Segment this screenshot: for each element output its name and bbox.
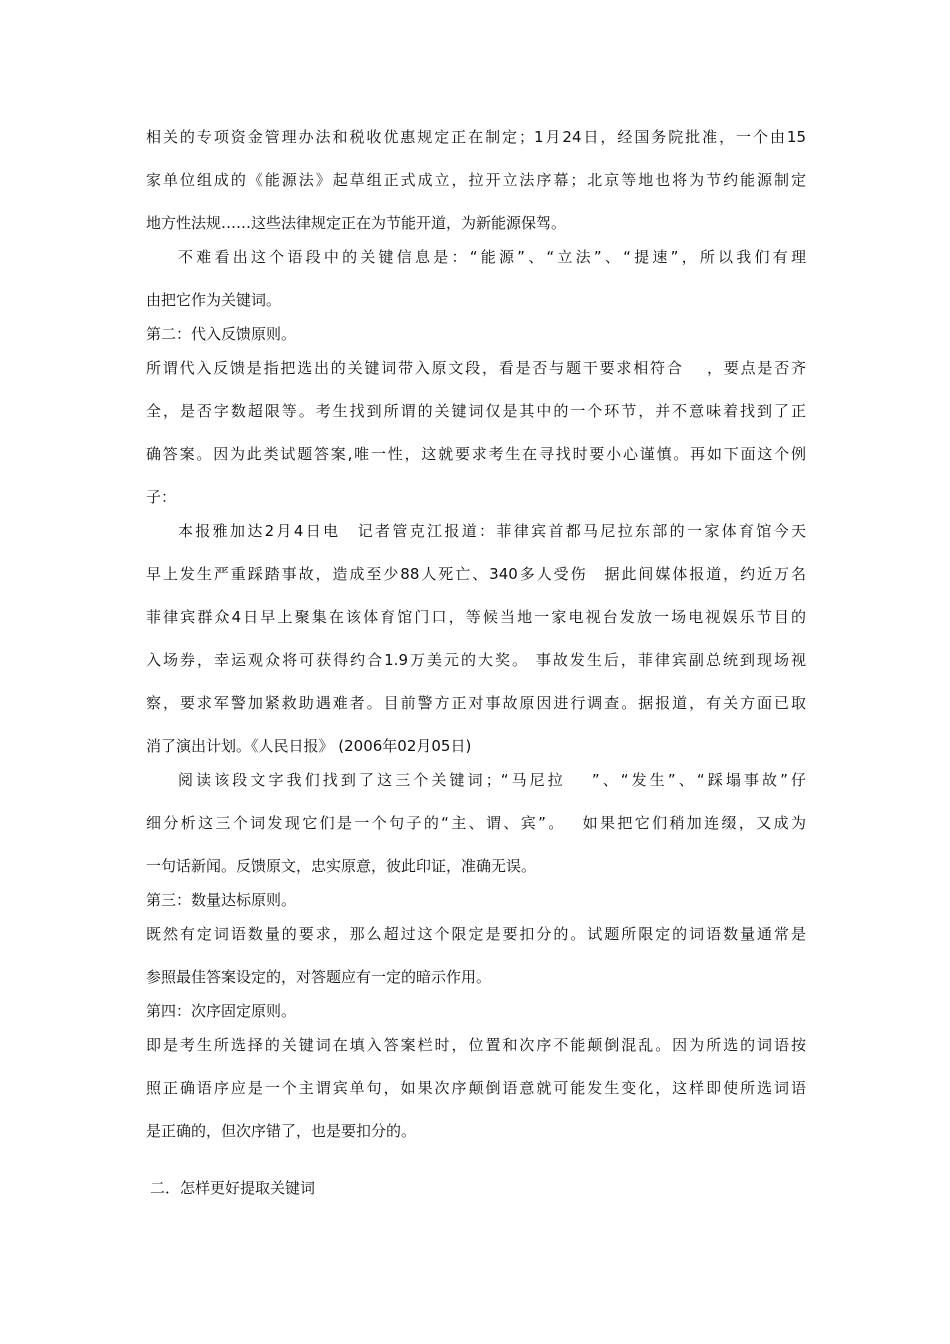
news-quote-line: 入场券，幸运观众将可获得约合1.9万美元的大奖。 事故发生后，菲律宾副总统到现场视 [146,651,806,669]
paragraph-line: 所谓代入反馈是指把选出的关键词带入原文段，看是否与题干要求相符合 ，要点是否齐 [146,359,806,377]
paragraph-line: 地方性法规……这些法律规定正在为节能开道，为新能源保驾。 [146,214,567,232]
news-quote-line: 本报雅加达2月4日电 记者管克江报道：菲律宾首都马尼拉东部的一家体育馆今天 [178,522,806,540]
paragraph-line: 阅读该段文字我们找到了这三个关键词；“马尼拉 ”、“发生”、“踩塌事故”仔 [178,771,806,789]
paragraph-line: 细分析这三个词发现它们是一个句子的“主、谓、宾”。 如果把它们稍加连缀，又成为 [146,814,806,832]
paragraph-line: 相关的专项资金管理办法和税收优惠规定正在制定；1月24日，经国务院批准，一个由15 [146,128,806,146]
paragraph-line: 不难看出这个语段中的关键信息是：“能源”、“立法”、“提速”，所以我们有理 [178,248,806,266]
paragraph-line: 家单位组成的《能源法》起草组正式成立，拉开立法序幕；北京等地也将为节约能源制定 [146,171,806,189]
paragraph-line: 子： [146,488,177,506]
principle-heading: 第四：次序固定原则。 [146,1002,297,1020]
principle-heading: 第三：数量达标原则。 [146,891,297,909]
news-quote-line: 早上发生严重踩踏事故，造成至少88人死亡、340多人受伤 据此间媒体报道，约近万名 [146,565,806,583]
paragraph-line: 由把它作为关键词。 [146,291,282,309]
news-quote-line: 菲律宾群众4日早上聚集在该体育馆门口，等候当地一家电视台发放一场电视娱乐节目的 [146,608,806,626]
paragraph-line: 即是考生所选择的关键词在填入答案栏时，位置和次序不能颠倒混乱。因为所选的词语按 [146,1036,806,1054]
news-quote-line: 消了演出计划。《人民日报》 (2006年02月05日) [146,737,472,755]
paragraph-line: 照正确语序应是一个主谓宾单句，如果次序颠倒语意就可能发生变化，这样即使所选词语 [146,1079,806,1097]
paragraph-line: 参照最佳答案设定的，对答题应有一定的暗示作用。 [146,968,492,986]
paragraph-line: 既然有定词语数量的要求，那么超过这个限定是要扣分的。试题所限定的词语数量通常是 [146,925,806,943]
section-heading: 二．怎样更好提取关键词 [150,1179,316,1197]
paragraph-line: 全，是否字数超限等。考生找到所谓的关键词仅是其中的一个环节，并不意味着找到了正 [146,402,806,420]
principle-heading: 第二：代入反馈原则。 [146,325,297,343]
news-quote-line: 察，要求军警加紧救助遇难者。目前警方正对事故原因进行调查。据报道，有关方面已取 [146,694,806,712]
paragraph-line: 确答案。因为此类试题答案,唯一性，这就要求考生在寻找时要小心谨慎。再如下面这个例 [146,445,806,463]
paragraph-line: 是正确的，但次序错了，也是要扣分的。 [146,1122,417,1140]
paragraph-line: 一句话新闻。反馈原文，忠实原意，彼此印证，准确无误。 [146,857,537,875]
